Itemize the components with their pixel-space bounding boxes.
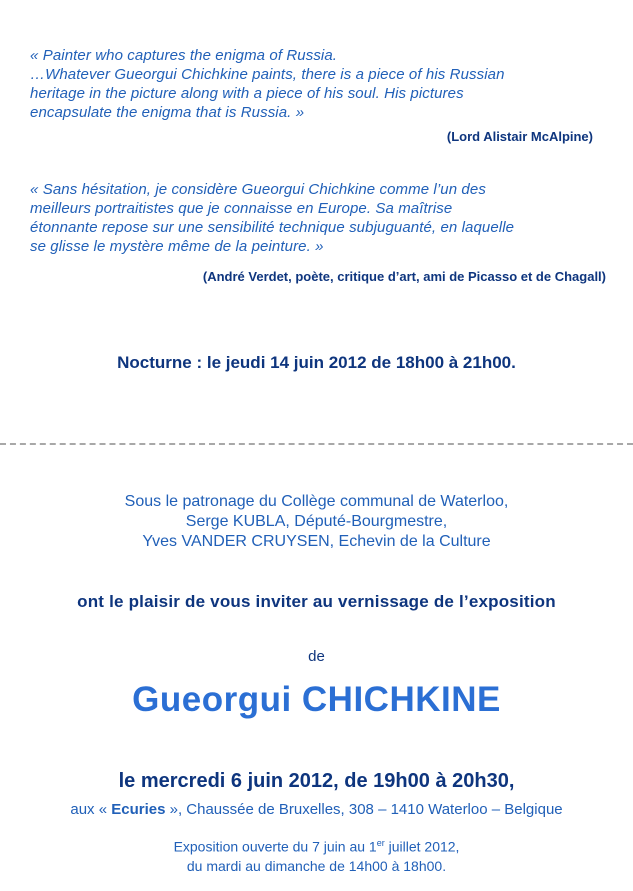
quote-french-line: « Sans hésitation, je considère Gueorgui Chichkine comme l’un des <box>30 181 486 198</box>
event-venue-line <box>0 801 633 818</box>
exposition-dates-line <box>0 834 633 857</box>
patronage-line: Serge KUBLA, Député-Bourgmestre, <box>185 513 448 530</box>
quote-english-attribution: (Lord Alistair McAlpine) <box>446 129 593 144</box>
patronage-block <box>0 492 633 552</box>
venue-name: Ecuries <box>111 801 166 818</box>
quote-english-line: « Painter who captures the enigma of Russia. <box>30 47 338 64</box>
event-datetime: le mercredi 6 juin 2012, de 19h00 à 20h30, <box>118 770 515 792</box>
nocturne-line: Nocturne : le jeudi 14 juin 2012 de 18h00 à 21h00. <box>117 353 516 372</box>
venue-suffix: », Chaussée de Bruxelles, 308 – 1410 Waterloo – Belgique <box>165 801 563 818</box>
quote-french-line: se glisse le mystère même de la peinture. » <box>30 238 324 255</box>
quote-french-attribution: (André Verdet, poète, critique d’art, ami de Picasso et de Chagall) <box>202 269 606 284</box>
quote-french-line: meilleurs portraitistes que je connaisse en Europe. Sa maîtrise <box>30 200 453 217</box>
patronage-line: Sous le patronage du Collège communal de Waterloo, <box>124 493 509 510</box>
venue-prefix: aux « <box>70 801 112 818</box>
artist-name-title: Gueorgui CHICHKINE <box>132 680 501 719</box>
quote-french <box>30 180 590 256</box>
quote-french-line: étonnante repose sur une sensibilité technique subjuguanté, en laquelle <box>30 219 515 236</box>
expo-dates-pre: Exposition ouverte du 7 juin au 1 <box>173 838 377 855</box>
exposition-hours-block <box>0 834 633 876</box>
invitation-de: de <box>308 648 325 665</box>
quote-english-line: …Whatever Gueorgui Chichkine paints, there is a piece of his Russian <box>30 66 505 83</box>
invitation-line: ont le plaisir de vous inviter au vernissage de l’exposition <box>77 592 556 611</box>
patronage-line: Yves VANDER CRUYSEN, Echevin de la Culture <box>142 533 491 550</box>
expo-ordinal-sup: er <box>376 838 385 848</box>
quote-english <box>30 46 590 122</box>
quote-english-line: encapsulate the enigma that is Russia. » <box>30 104 305 121</box>
expo-dates-post: juillet 2012, <box>384 838 460 855</box>
quote-english-line: heritage in the picture along with a piece of his soul. His pictures <box>30 85 464 102</box>
fold-divider-dashed-line <box>0 443 633 445</box>
exposition-times-line: du mardi au dimanche de 14h00 à 18h00. <box>186 857 447 874</box>
